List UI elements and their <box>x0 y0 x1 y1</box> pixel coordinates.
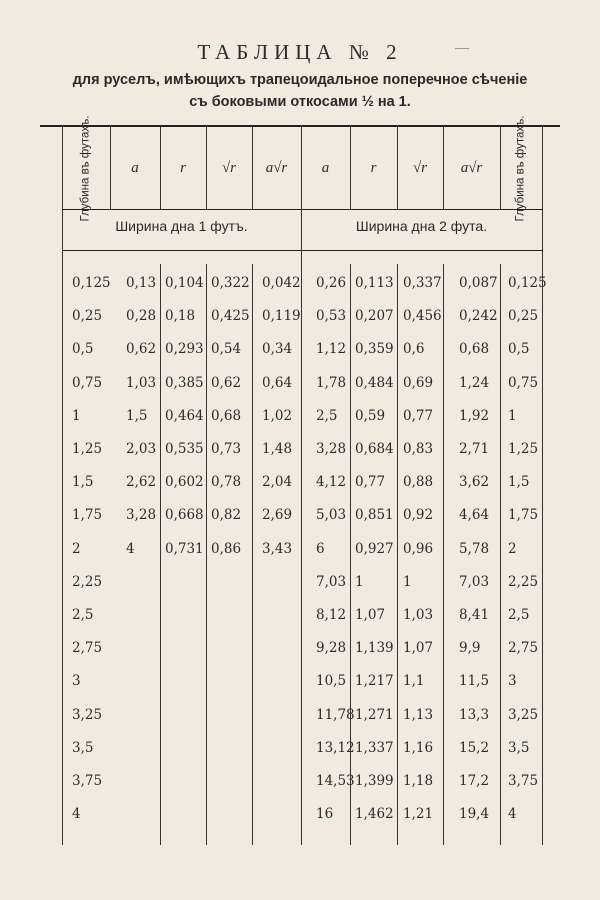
depth-cell-left: 1,25 <box>72 441 103 457</box>
value-cell-left: 0,54 <box>211 341 242 358</box>
value-cell-left: 2,03 <box>126 441 157 457</box>
value-cell-right: 15,2 <box>459 739 490 756</box>
depth-cell-left: 2,5 <box>72 607 94 623</box>
value-cell-right: 13,12 <box>316 739 355 756</box>
depth-header-right: Глубина въ футахъ. <box>514 115 527 221</box>
value-cell-left: 3,28 <box>126 507 157 524</box>
depth-cell-left: 2,25 <box>72 573 103 590</box>
depth-cell-left: 2 <box>72 540 81 557</box>
value-cell-left: 0,293 <box>165 341 204 358</box>
value-cell-left: 0,73 <box>211 441 242 457</box>
depth-cell-left: 1,5 <box>72 474 94 491</box>
value-cell-right: 19,4 <box>459 806 490 823</box>
depth-cell-right: 3 <box>508 673 517 690</box>
depth-cell-left: 2,75 <box>72 640 103 657</box>
col-divider <box>350 264 351 845</box>
depth-cell-left: 3,5 <box>72 739 94 756</box>
value-cell-left: 0,62 <box>211 374 242 391</box>
depth-cell-right: 0,5 <box>508 341 530 358</box>
col-header-r: r <box>180 159 186 176</box>
decorative-dash <box>455 48 469 49</box>
value-cell-right: 7,03 <box>316 573 347 590</box>
col-header-a-sqrt-r: a√r <box>460 159 483 176</box>
value-cell-left: 4 <box>126 540 135 557</box>
value-cell-right: 0,456 <box>403 308 442 325</box>
depth-cell-right: 4 <box>508 806 517 823</box>
col-header-a-sqrt-r: a√r <box>265 159 288 176</box>
value-cell-left: 0,104 <box>165 275 204 291</box>
value-cell-right: 0,77 <box>403 407 434 424</box>
col-header-sqrt-r: √r <box>221 159 237 176</box>
value-cell-right: 1,07 <box>355 607 386 623</box>
value-cell-right: 5,78 <box>459 540 490 557</box>
depth-cell-left: 0,25 <box>72 308 103 325</box>
value-cell-right: 11,78 <box>316 706 355 723</box>
value-cell-right: 9,28 <box>316 640 347 657</box>
col-divider <box>443 264 444 845</box>
value-cell-left: 2,62 <box>126 474 157 491</box>
col-divider <box>397 264 398 845</box>
value-cell-right: 0,684 <box>355 441 394 457</box>
value-cell-right: 1,78 <box>316 374 347 391</box>
value-cell-right: 0,92 <box>403 507 434 524</box>
value-cell-left: 0,82 <box>211 507 242 524</box>
value-cell-right: 9,9 <box>459 640 481 657</box>
value-cell-right: 1,12 <box>316 341 347 358</box>
value-cell-left: 0,34 <box>262 341 293 358</box>
value-cell-right: 1,16 <box>403 739 434 756</box>
value-cell-right: 3,28 <box>316 441 347 457</box>
section-label-left: Ширина дна 1 футъ. <box>115 218 248 234</box>
depth-cell-left: 0,75 <box>72 374 103 391</box>
col-header-r: r <box>370 159 377 176</box>
value-cell-right: 0,851 <box>355 507 394 524</box>
col-divider <box>500 264 501 845</box>
value-cell-left: 0,668 <box>165 507 204 524</box>
value-cell-left: 2,69 <box>262 507 293 524</box>
col-divider <box>252 264 253 845</box>
value-cell-right: 0,83 <box>403 441 434 457</box>
value-cell-right: 3,62 <box>459 474 490 491</box>
value-cell-right: 0,59 <box>355 407 386 424</box>
value-cell-left: 0,425 <box>211 308 250 325</box>
col-header-sqrt-r: √r <box>412 159 428 176</box>
value-cell-left: 0,28 <box>126 308 157 325</box>
value-cell-left: 1,48 <box>262 441 293 457</box>
value-cell-right: 0,484 <box>355 374 394 391</box>
value-cell-right: 0,88 <box>403 474 434 491</box>
depth-cell-right: 1,5 <box>508 474 530 491</box>
col-divider <box>542 127 543 845</box>
depth-cell-right: 1,75 <box>508 507 539 524</box>
page-title: ТАБЛИЦА № 2 <box>197 40 403 64</box>
subtitle-line-1: для руселъ, имѣющихъ трапецоидальное поперечное сѣченіе <box>72 72 528 88</box>
depth-cell-right: 0,25 <box>508 308 539 325</box>
depth-cell-right: 2,25 <box>508 573 539 590</box>
value-cell-right: 11,5 <box>459 673 490 690</box>
col-header-a: a <box>131 159 139 176</box>
value-cell-right: 16 <box>316 806 334 823</box>
value-cell-right: 1 <box>403 573 412 590</box>
depth-cell-left: 3 <box>72 673 81 690</box>
value-cell-right: 5,03 <box>316 507 347 524</box>
value-cell-right: 0,96 <box>403 540 434 557</box>
value-cell-right: 0,087 <box>459 275 498 291</box>
depth-cell-left: 1,75 <box>72 507 103 524</box>
value-cell-right: 2,71 <box>459 441 490 457</box>
depth-cell-left: 0,5 <box>72 341 94 358</box>
depth-cell-left: 0,125 <box>72 275 111 291</box>
value-cell-right: 0,242 <box>459 308 498 325</box>
value-cell-right: 6 <box>316 540 325 557</box>
value-cell-right: 0,53 <box>316 308 347 325</box>
value-cell-right: 8,41 <box>459 607 490 623</box>
value-cell-right: 14,53 <box>316 773 355 789</box>
value-cell-right: 1 <box>355 573 364 590</box>
depth-cell-right: 2,5 <box>508 607 530 623</box>
value-cell-right: 13,3 <box>459 706 490 723</box>
value-cell-left: 2,04 <box>262 474 293 491</box>
value-cell-right: 1,07 <box>403 640 434 657</box>
value-cell-right: 0,26 <box>316 275 347 291</box>
value-cell-right: 1,92 <box>459 407 490 424</box>
value-cell-right: 1,24 <box>459 374 490 391</box>
value-cell-right: 7,03 <box>459 573 490 590</box>
depth-cell-left: 3,25 <box>72 706 103 723</box>
depth-cell-left: 1 <box>72 407 81 424</box>
value-cell-left: 0,535 <box>165 441 204 457</box>
value-cell-left: 0,385 <box>165 374 204 391</box>
depth-cell-left: 3,75 <box>72 773 103 789</box>
depth-cell-left: 4 <box>72 806 81 823</box>
value-cell-right: 1,399 <box>355 773 394 789</box>
value-cell-right: 1,462 <box>355 806 394 823</box>
value-cell-right: 17,2 <box>459 773 490 789</box>
depth-cell-right: 3,75 <box>508 773 539 789</box>
value-cell-left: 1,5 <box>126 407 148 424</box>
value-cell-right: 10,5 <box>316 673 347 690</box>
value-cell-right: 4,64 <box>459 507 490 524</box>
value-cell-left: 0,042 <box>262 275 301 291</box>
depth-cell-right: 1 <box>508 407 517 424</box>
value-cell-left: 0,64 <box>262 374 293 391</box>
value-cell-left: 0,18 <box>165 308 196 325</box>
value-cell-right: 1,139 <box>355 640 394 657</box>
value-cell-right: 1,18 <box>403 773 434 789</box>
value-cell-left: 1,02 <box>262 407 293 424</box>
value-cell-right: 0,77 <box>355 474 386 491</box>
value-cell-right: 1,03 <box>403 607 434 623</box>
value-cell-right: 1,217 <box>355 673 394 690</box>
value-cell-right: 0,69 <box>403 374 434 391</box>
depth-cell-right: 3,5 <box>508 739 530 756</box>
value-cell-left: 0,119 <box>262 308 301 325</box>
depth-cell-right: 2 <box>508 540 517 557</box>
depth-cell-right: 0,125 <box>508 275 547 291</box>
value-cell-left: 0,602 <box>165 474 204 491</box>
header-bottom-rule <box>62 209 542 210</box>
value-cell-right: 0,207 <box>355 308 394 325</box>
value-cell-right: 0,359 <box>355 341 394 358</box>
value-cell-right: 0,113 <box>355 275 394 291</box>
col-divider <box>62 127 63 845</box>
value-cell-left: 3,43 <box>262 540 293 557</box>
value-cell-right: 0,337 <box>403 275 442 291</box>
value-cell-left: 0,13 <box>126 275 157 291</box>
col-header-a: a <box>321 159 330 176</box>
value-cell-left: 0,78 <box>211 474 242 491</box>
value-cell-right: 0,6 <box>403 341 425 358</box>
value-cell-left: 0,62 <box>126 341 157 358</box>
value-cell-right: 1,337 <box>355 739 394 756</box>
depth-header-left: Глубина въ футахъ. <box>79 115 92 221</box>
value-cell-right: 1,13 <box>403 706 434 723</box>
depth-cell-right: 3,25 <box>508 706 539 723</box>
depth-cell-right: 2,75 <box>508 640 539 657</box>
value-cell-right: 1,21 <box>403 806 434 823</box>
value-cell-left: 0,322 <box>211 275 250 291</box>
value-cell-left: 0,464 <box>165 407 204 424</box>
value-cell-left: 0,68 <box>211 407 242 424</box>
col-divider <box>301 127 302 845</box>
value-cell-right: 2,5 <box>316 407 338 424</box>
value-cell-right: 8,12 <box>316 607 347 623</box>
depth-cell-right: 0,75 <box>508 374 539 391</box>
value-cell-right: 1,1 <box>403 673 425 690</box>
col-divider <box>206 264 207 845</box>
value-cell-right: 1,271 <box>355 706 394 723</box>
value-cell-right: 0,68 <box>459 341 490 358</box>
depth-cell-right: 1,25 <box>508 441 539 457</box>
value-cell-right: 4,12 <box>316 474 347 491</box>
value-cell-left: 0,731 <box>165 540 204 557</box>
section-bottom-rule <box>62 250 542 251</box>
section-label-right: Ширина дна 2 фута. <box>355 218 488 234</box>
value-cell-left: 0,86 <box>211 540 242 557</box>
subtitle-line-2: съ боковыми откосами ½ на 1. <box>189 94 411 110</box>
value-cell-left: 1,03 <box>126 374 157 391</box>
col-divider <box>160 264 161 845</box>
value-cell-right: 0,927 <box>355 540 394 557</box>
